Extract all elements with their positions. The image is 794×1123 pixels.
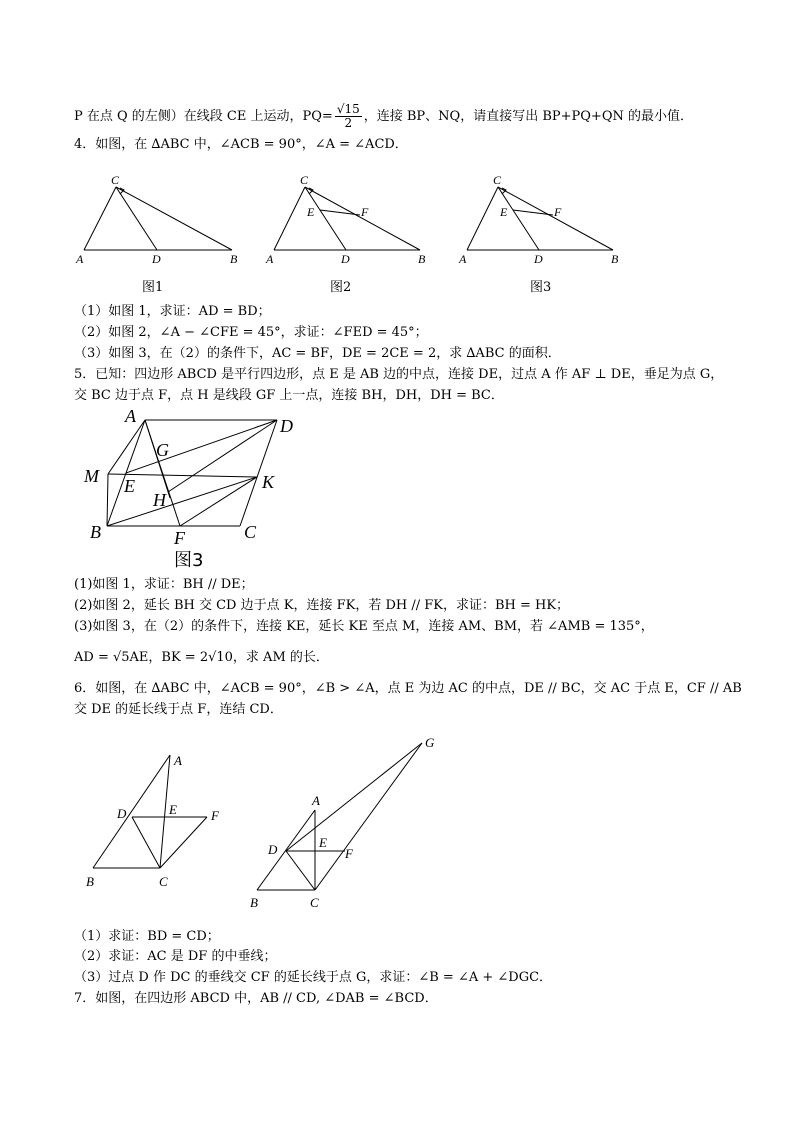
figure-6-2 <box>245 730 445 915</box>
figure-4-1 <box>70 170 250 270</box>
problem4-part2: （2）如图 2，∠A − ∠CFE = 45°，求证：∠FED = 45°； <box>74 325 428 340</box>
label-e: E <box>124 476 135 496</box>
label-h: H <box>153 490 166 510</box>
label-b: B <box>611 252 619 266</box>
problem5-statement-cont: 交 BC 边于点 F，点 H 是线段 GF 上一点，连接 BH，DH，DH = BC． <box>74 388 504 403</box>
problem5-part2: (2)如图 2，延长 BH 交 CD 边于点 K，连接 FK，若 DH // FK，求证：BH = HK； <box>74 598 570 613</box>
seg-dg <box>286 743 422 851</box>
figure-5-caption: 图3 <box>174 550 204 571</box>
label-c: C <box>310 895 319 910</box>
figure-4-3 <box>458 170 638 270</box>
figure-6-1 <box>80 745 240 895</box>
problem4-statement: 4．如图，在 ∆ABC 中，∠ACB = 90°，∠A = ∠ACD． <box>74 137 408 152</box>
label-d: D <box>280 416 293 436</box>
label-f: F <box>174 528 185 548</box>
seg-ac <box>274 187 305 250</box>
figure-3-caption: 图3 <box>530 280 552 295</box>
problem6-part1: （1）求证：BD = CD； <box>74 929 220 944</box>
right-angle-mark <box>502 188 506 194</box>
figure-2-caption: 图2 <box>330 280 352 295</box>
label-g: G <box>156 440 169 460</box>
label-a: A <box>174 753 182 768</box>
seg-de <box>126 420 277 473</box>
label-c: C <box>159 874 168 889</box>
right-angle-mark <box>120 188 124 194</box>
figure-1-caption: 图1 <box>142 280 164 295</box>
figure-4-2 <box>265 170 445 270</box>
seg-cd <box>132 817 160 868</box>
problem5-statement: 5．已知：四边形 ABCD 是平行四边形，点 E 是 AB 边的中点，连接 DE，过点 A 作 AF ⊥ DE，垂足为点 G， <box>74 367 724 382</box>
problem6-part3: （3）过点 D 作 DC 的垂线交 CF 的延长线于点 G，求证：∠B = ∠A + ∠DGC． <box>74 970 553 985</box>
fraction-numerator: √15 <box>336 102 360 116</box>
problem5-part1: (1)如图 1，求证：BH // DE； <box>74 577 254 592</box>
label-a: A <box>76 252 84 266</box>
label-d: D <box>117 806 127 821</box>
label-c: C <box>244 522 257 542</box>
seg-cf <box>160 817 207 868</box>
seg-am <box>108 420 145 474</box>
label-a: A <box>459 252 467 266</box>
seg-cb <box>116 187 232 250</box>
label-d: D <box>341 252 350 266</box>
seg-ac <box>84 187 116 250</box>
label-f: F <box>361 205 369 219</box>
problem3-text-a: P 在点 Q 的左侧）在线段 CE 上运动，PQ= <box>74 109 333 124</box>
label-d: D <box>268 842 278 857</box>
problem5-part3: (3)如图 3，在（2）的条件下，连接 KE，延长 KE 至点 M，连接 AM、BM，若 ∠AMB = 135°， <box>74 619 654 634</box>
seg-fk <box>180 477 257 526</box>
problem6-statement: 6．如图，在 ∆ABC 中，∠ACB = 90°，∠B > ∠A，点 E 为边 AC 的中点，DE // BC，交 AC 于点 E，CF // AB <box>74 681 742 696</box>
label-c: C <box>493 173 502 187</box>
seg-ef <box>320 210 360 215</box>
label-k: K <box>262 472 275 492</box>
problem6-statement-cont: 交 DE 的延长线于点 F，连结 CD． <box>74 702 283 717</box>
label-b: B <box>90 522 101 542</box>
label-c: C <box>111 173 120 187</box>
label-e: E <box>319 835 327 850</box>
seg-dh <box>168 420 277 492</box>
label-e: E <box>169 802 177 817</box>
seg-ef <box>513 210 553 215</box>
label-f: F <box>211 808 219 823</box>
label-a: A <box>266 252 274 266</box>
problem3-text-b: ，连接 BP、NQ，请直接写出 BP+PQ+QN 的最小值． <box>363 109 693 124</box>
label-e: E <box>307 205 315 219</box>
label-f: F <box>345 846 353 861</box>
fraction-denominator: 2 <box>344 116 353 130</box>
problem4-part1: （1）如图 1，求证：AD = BD； <box>74 304 271 319</box>
label-b: B <box>418 252 426 266</box>
label-b: B <box>86 874 94 889</box>
figure-5 <box>80 406 300 571</box>
label-a: A <box>125 406 136 426</box>
label-d: D <box>152 252 161 266</box>
label-c: C <box>300 173 309 187</box>
problem5-part3-cont: AD = √5AE，BK = 2√10，求 AM 的长． <box>74 650 329 665</box>
seg-ab <box>93 755 170 868</box>
problem7-statement: 7．如图，在四边形 ABCD 中，AB // CD, ∠DAB = ∠BCD． <box>74 991 438 1006</box>
label-e: E <box>500 205 508 219</box>
label-d: D <box>534 252 543 266</box>
label-g: G <box>425 735 435 750</box>
right-angle-mark <box>309 188 313 194</box>
label-f: F <box>554 205 562 219</box>
seg-cg <box>315 743 422 890</box>
seg-cd <box>286 851 315 890</box>
seg-cd <box>116 187 157 250</box>
label-a: A <box>312 793 320 808</box>
seg-ac <box>467 187 498 250</box>
label-b: B <box>250 895 258 910</box>
fraction <box>335 103 362 130</box>
problem3-tail <box>74 103 693 130</box>
label-b: B <box>230 252 238 266</box>
problem4-part3: （3）如图 3，在（2）的条件下，AC = BF，DE = 2CE = 2，求 ∆ABC 的面积． <box>74 346 561 361</box>
seg-bm <box>107 474 108 526</box>
problem6-part2: （2）求证：AC 是 DF 的中垂线； <box>74 949 277 964</box>
label-m: M <box>84 466 99 486</box>
